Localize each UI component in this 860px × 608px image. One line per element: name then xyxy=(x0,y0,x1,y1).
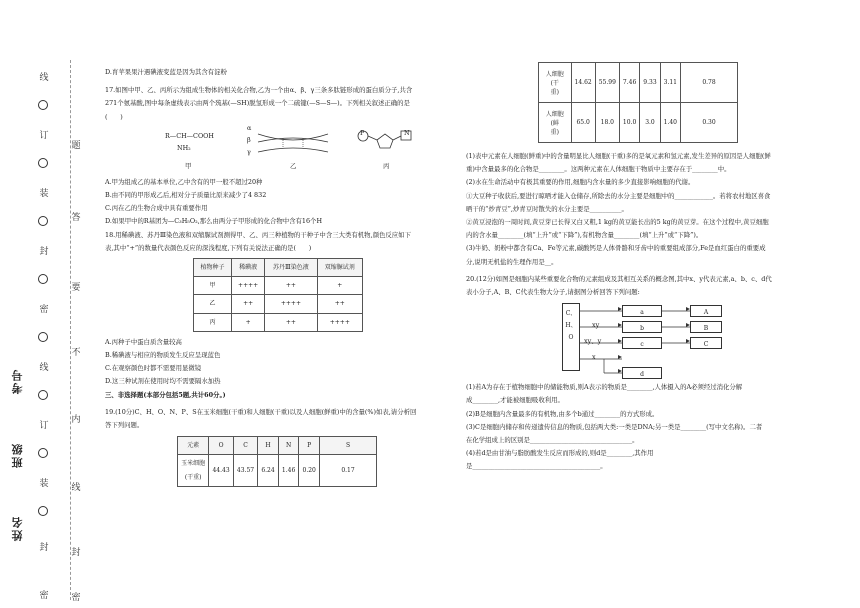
figure-label-yi: 乙 xyxy=(290,161,297,170)
q17-option: D.如果甲中的R基团为—C₃H₅O₂,那么由两分子甲形成的化合物中含有16个H xyxy=(105,217,323,226)
table-cell: 44.43 xyxy=(209,455,233,486)
binding-char: 订 xyxy=(39,131,49,141)
table-cell: 乙 xyxy=(194,295,232,313)
table-row-label: 人细胞(干 重) xyxy=(539,63,572,103)
table-cell: + xyxy=(317,277,362,295)
binding-char: 装 xyxy=(39,189,49,199)
table-header: 植物种子 xyxy=(194,259,232,277)
binding-inner-char: 要 xyxy=(71,283,81,293)
base-label: N xyxy=(404,128,410,137)
table-cell: ++ xyxy=(232,295,265,313)
table-cell: ++ xyxy=(265,313,317,331)
table-cell: ++++ xyxy=(232,277,265,295)
table-cell: 1.46 xyxy=(278,455,299,486)
q19-part: 晒干的“炒青豆”,炒青豆时散失的水分主要是__________。 xyxy=(466,204,628,213)
nucleotide-diagram xyxy=(355,126,425,156)
small-molecule-d: d xyxy=(622,367,662,379)
table-header: 双缩脲试剂 xyxy=(317,259,362,277)
table-cell: 0.20 xyxy=(299,455,320,486)
binding-inner-char: 不 xyxy=(71,348,81,358)
q20-concept-diagram xyxy=(562,303,836,381)
table-row xyxy=(194,277,363,295)
q19-part: 重)中含量最多的化合物是________。这两种元素在人体细胞干物质中主要存在于________中。 xyxy=(466,165,731,174)
table-cell: ++++ xyxy=(265,295,317,313)
figure-label-jia: 甲 xyxy=(185,161,192,170)
binding-circle xyxy=(38,506,48,516)
q19-table xyxy=(177,436,377,487)
table-cell: 14.62 xyxy=(571,63,595,103)
table-cell: 1.40 xyxy=(660,103,680,143)
table-row-label: 人细胞(鲜 重) xyxy=(539,103,572,143)
binding-char: 封 xyxy=(39,543,49,553)
table-cell: 43.57 xyxy=(233,455,257,486)
q19-part: 内的含水量________(填“上升”或“下降”),有机物含量________(填“上升”或“下降”)。 xyxy=(466,231,703,240)
table-header: N xyxy=(278,437,299,455)
binding-circle xyxy=(38,448,48,458)
binding-inner-char: 线 xyxy=(71,483,81,493)
table-cell: 10.0 xyxy=(619,103,639,143)
element-y-label: xy、y xyxy=(584,337,602,346)
table-row-label: 玉米细胞 (干重) xyxy=(178,455,209,486)
q17-text: ( ) xyxy=(105,112,123,121)
q19-table-continued xyxy=(538,62,738,143)
table-cell: 丙 xyxy=(194,313,232,331)
q18-text: 表,其中“+”的数量代表颜色反应的深浅程度,下列有关说法正确的是( ) xyxy=(105,243,312,252)
table-header: 苏丹Ⅲ染色液 xyxy=(265,259,317,277)
small-molecule-a: a xyxy=(622,305,662,317)
binding-char: 订 xyxy=(39,421,49,431)
q20-text: 20.(12分)如图是细胞内某些重要化合物的元素组成及其相互关系的概念图,其中x、y代表元素,a、b、c、d代 xyxy=(466,274,772,283)
small-molecule-b: b xyxy=(622,321,662,333)
small-molecule-c: c xyxy=(622,337,662,349)
exam-number-label: 考号 xyxy=(11,368,24,394)
table-header: C xyxy=(233,437,257,455)
table-cell: 7.46 xyxy=(619,63,639,103)
right-column xyxy=(466,150,836,474)
binding-char: 密 xyxy=(39,305,49,315)
q19-part: (2)水在生命活动中有极其重要的作用,细胞内含水量的多少直接影响细胞的代谢。 xyxy=(466,178,695,187)
table-header: H xyxy=(258,437,279,455)
q18-table xyxy=(193,258,363,332)
table-cell: 65.0 xyxy=(571,103,595,143)
q17-option: B.由不同的甲形成乙后,相对分子质量比原来减少了4 832 xyxy=(105,191,267,200)
q19-part: ②黄豆浸泡的一周时间,黄豆芽已长得又白又粗,1 kg的黄豆能长出的5 kg的黄豆芽。在这个过程中,黄豆细胞 xyxy=(466,218,769,227)
left-column xyxy=(105,66,445,487)
table-header: O xyxy=(209,437,233,455)
table-cell: ++++ xyxy=(317,313,362,331)
binding-circle xyxy=(38,274,48,284)
binding-char: 线 xyxy=(39,73,49,83)
binding-circle xyxy=(38,216,48,226)
table-cell: 6.24 xyxy=(258,455,279,486)
q18-option: B.稀碘液与相应的物质发生反应呈现蓝色 xyxy=(105,351,221,360)
table-cell: 3.0 xyxy=(640,103,660,143)
section-3-heading: 三、非选择题(本部分包括5题,共计60分。) xyxy=(105,390,226,399)
element-x-label: xy xyxy=(592,321,600,330)
beta-label: β xyxy=(247,135,251,144)
q18-option: A.丙种子中蛋白质含量较高 xyxy=(105,337,182,346)
q18-option: D.这三种试剂在使用时均不需要隔水加热 xyxy=(105,377,221,386)
table-header: P xyxy=(299,437,320,455)
table-row xyxy=(194,313,363,331)
q17-text: 271个氨基酸,图中每条虚线表示由两个巯基(—SH)脱氢形成一个二硫键(—S—S—)。下列相关叙述正确的是 xyxy=(105,99,410,108)
amino-group: NH₂ xyxy=(177,143,191,152)
figure-label-bing: 丙 xyxy=(383,161,390,170)
binding-char: 封 xyxy=(39,247,49,257)
table-cell: 0.30 xyxy=(681,103,738,143)
phosphate-label: P xyxy=(360,128,365,137)
q18-text: 18.用稀碘液、苏丹Ⅲ染色液和双缩脲试剂测得甲、乙、丙三种植物的干种子中含三大类有机物,颜色反应如下 xyxy=(105,230,411,239)
table-row xyxy=(539,103,738,143)
table-cell: ++ xyxy=(317,295,362,313)
q20-part: 是________________________________________。 xyxy=(466,462,607,471)
table-header: S xyxy=(320,437,377,455)
binding-inner-char: 封 xyxy=(71,548,81,558)
macromolecule-A: A xyxy=(690,305,722,317)
table-cell: 18.0 xyxy=(595,103,619,143)
q17-text: 17.如图中甲、乙、丙所示为组成生物体的相关化合物,乙为一个由α、β、γ三条多肽链形成的蛋白质分子,共含 xyxy=(105,86,413,95)
table-row xyxy=(539,63,738,103)
table-cell: + xyxy=(232,313,265,331)
table-cell: 甲 xyxy=(194,277,232,295)
table-cell: 3.11 xyxy=(660,63,680,103)
binding-char: 密 xyxy=(39,591,49,601)
q17-option: C.丙在乙的生物合成中具有重要作用 xyxy=(105,204,208,213)
table-cell: 55.99 xyxy=(595,63,619,103)
q20-part: 在化学组成上的区别是________________________________。 xyxy=(466,436,639,445)
q20-part: 成________,才能被细胞吸收利用。 xyxy=(466,396,564,405)
binding-circle xyxy=(38,390,48,400)
table-cell: 0.78 xyxy=(681,63,738,103)
q19-part: ①大豆种子收获后,要进行晾晒才能入仓储存,所除去的水分主要是细胞中的____________。若将农村地区喜食 xyxy=(466,191,771,200)
q17-option: A.甲为组成乙的基本单位,乙中含有的甲一般不超过20种 xyxy=(105,177,263,186)
table-cell: 9.33 xyxy=(640,63,660,103)
binding-inner-char: 题 xyxy=(71,141,81,151)
table-cell: 0.17 xyxy=(320,455,377,486)
q19-text: 19.(10分)C、H、O、N、P、S在玉米细胞(干重)和人细胞(干重)以及人细胞(鲜重)中的含量(%)如表,请分析回 xyxy=(105,407,417,416)
amino-acid-formula: R—CH—COOH xyxy=(165,131,214,140)
binding-circle xyxy=(38,100,48,110)
alpha-label: α xyxy=(247,123,252,132)
element-x-label: x xyxy=(592,353,596,362)
q20-part: (3)C是细胞内储存和传递遗传信息的物质,包括两大类:一类是DNA;另一类是________(写中文名称)。二者 xyxy=(466,422,763,431)
binding-inner-char: 密 xyxy=(71,593,81,603)
q20-part: (1)若A为存在于植物细胞中的储能物质,则A表示的物质是________,人体摄入的A必须经过消化分解 xyxy=(466,383,743,392)
q20-text: 表小分子,A、B、C代表生物大分子,请据图分析回答下列问题: xyxy=(466,288,640,297)
binding-char: 线 xyxy=(39,363,49,373)
name-label: 姓名 xyxy=(11,515,24,541)
protein-chains-diagram xyxy=(253,124,333,160)
q19-text: 答下列问题。 xyxy=(105,421,144,430)
binding-circle xyxy=(38,332,48,342)
class-label: 班级 xyxy=(11,442,24,468)
q17-figure xyxy=(165,124,445,176)
q19-part: (3)牛奶、奶粉中都含有Ca、Fe等元素,碳酸钙是人体骨骼和牙齿中的重要组成部分,Fe是血红蛋白的重要成 xyxy=(466,244,766,253)
binding-margin xyxy=(0,0,95,608)
q20-part: (2)B是细胞内含量最多的有机物,由多个b通过________的方式形成。 xyxy=(466,409,659,418)
binding-char: 装 xyxy=(39,479,49,489)
table-cell: ++ xyxy=(265,277,317,295)
binding-circle xyxy=(38,158,48,168)
table-header: 元素 xyxy=(178,437,209,455)
macromolecule-C: C xyxy=(690,337,722,349)
macromolecule-B: B xyxy=(690,321,722,333)
binding-inner-char: 答 xyxy=(71,213,81,223)
table-row xyxy=(194,295,363,313)
elements-box: C、 H、 O xyxy=(562,303,580,371)
q18-option: C.在观察颜色时都不需要用显微镜 xyxy=(105,364,202,373)
q20-part: (4)若d是由甘油与脂肪酸发生反应而形成的,则d是________,其作用 xyxy=(466,449,654,458)
q16-option-d: D.育苹果果汁遇碘液变蓝是因为其含有淀粉 xyxy=(105,68,227,76)
gamma-label: γ xyxy=(247,147,251,156)
table-header: 稀碘液 xyxy=(232,259,265,277)
q19-part: 分,说明无机盐的生理作用是__。 xyxy=(466,257,558,266)
binding-inner-char: 内 xyxy=(71,415,81,425)
table-row xyxy=(178,455,377,486)
q19-part: (1)表中元素在人细胞(鲜重)中的含量明显比人细胞(干重)多的是氧元素和氢元素,发生差异的原因是人细胞(鲜 xyxy=(466,152,771,160)
